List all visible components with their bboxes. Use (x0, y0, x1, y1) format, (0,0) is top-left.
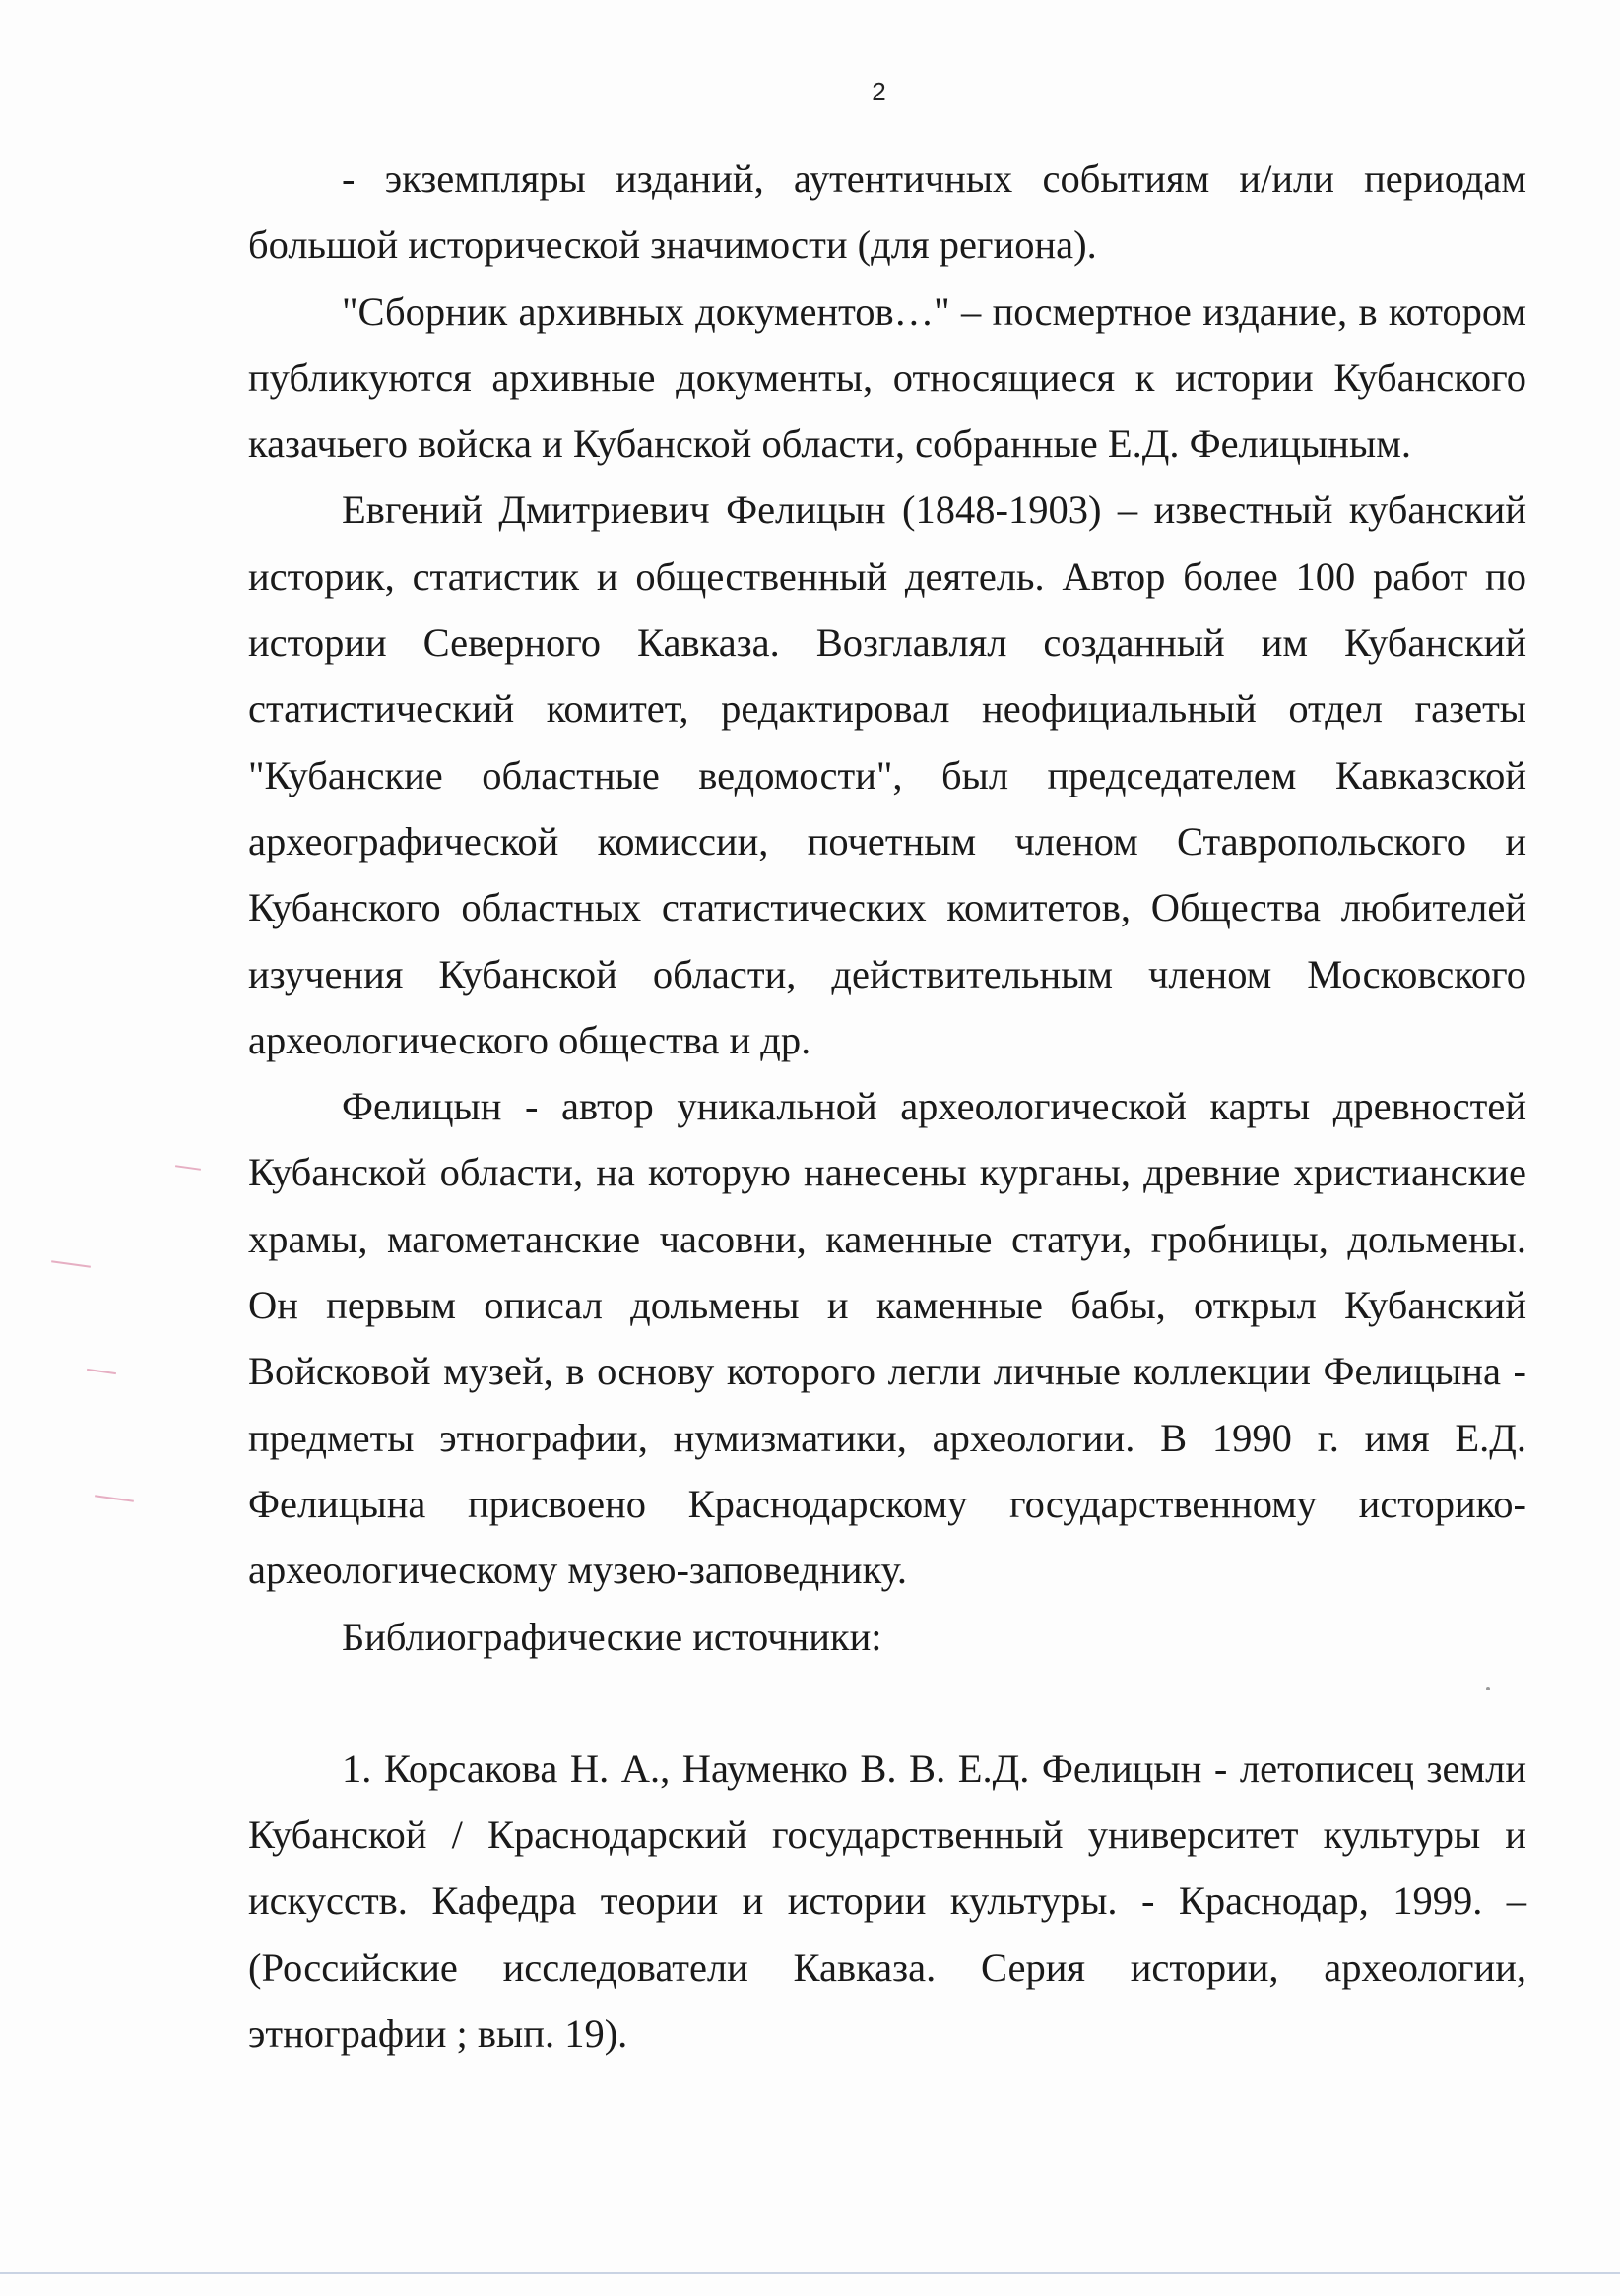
references-heading: Библиографические источники: (342, 1614, 882, 1659)
document-body (248, 146, 1526, 2067)
paragraph: Фелицын - автор уникальной археологической карты древностей Кубанской области, на которую нанесены курганы, древние христианские храмы, магометанские часовни, каменные статуи, гробницы, дольмены. Он первым описал дольмены и каменные бабы, открыл Кубанский Войсковой музей, в основу которого легли личные коллекции Фелицына - предметы этнографии, нумизматики, археологии. В 1990 г. имя Е.Д. Фелицына присвоено Краснодарскому государственному историко-археологическому музею-заповеднику. (248, 1084, 1526, 1593)
scan-mark (51, 1260, 91, 1268)
paragraph: Евгений Дмитриевич Фелицын (1848-1903) – известный кубанский историк, статистик и общественный деятель. Автор более 100 работ по истории Северного Кавказа. Возглавлял созданный им Кубанский статистический комитет, редактировал неофициальный отдел газеты "Кубанские областные ведомости", был председателем Кавказской археографической комиссии, почетным членом Ставропольского и Кубанского областных статистических комитетов, Общества любителей изучения Кубанской области, действительным членом Московского археологического общества и др. (248, 487, 1526, 1062)
scan-speck (1486, 1687, 1490, 1690)
scan-mark (87, 1369, 116, 1374)
paragraph: - экземпляры изданий, аутентичных событиям и/или периодам большой исторической значимости (для региона). (248, 157, 1526, 268)
paragraph: "Сборник архивных документов…" – посмертное издание, в котором публикуются архивные документы, относящиеся к истории Кубанского казачьего войска и Кубанской области, собранные Е.Д. Фелицыным. (248, 288, 1526, 467)
reference-item: 1. Корсакова Н. А., Науменко В. В. Е.Д. Фелицын - летописец земли Кубанской / Краснодарский государственный университет культуры и искусств. Кафедра теории и истории культуры. - Краснодар, 1999. – (Российские исследователи Кавказа. Серия истории, археологии, этнографии ; вып. 19). (248, 1746, 1526, 2057)
scan-mark (95, 1495, 134, 1502)
page-number: 2 (872, 77, 886, 106)
scan-mark (175, 1165, 201, 1171)
scan-edge (0, 2272, 1620, 2274)
